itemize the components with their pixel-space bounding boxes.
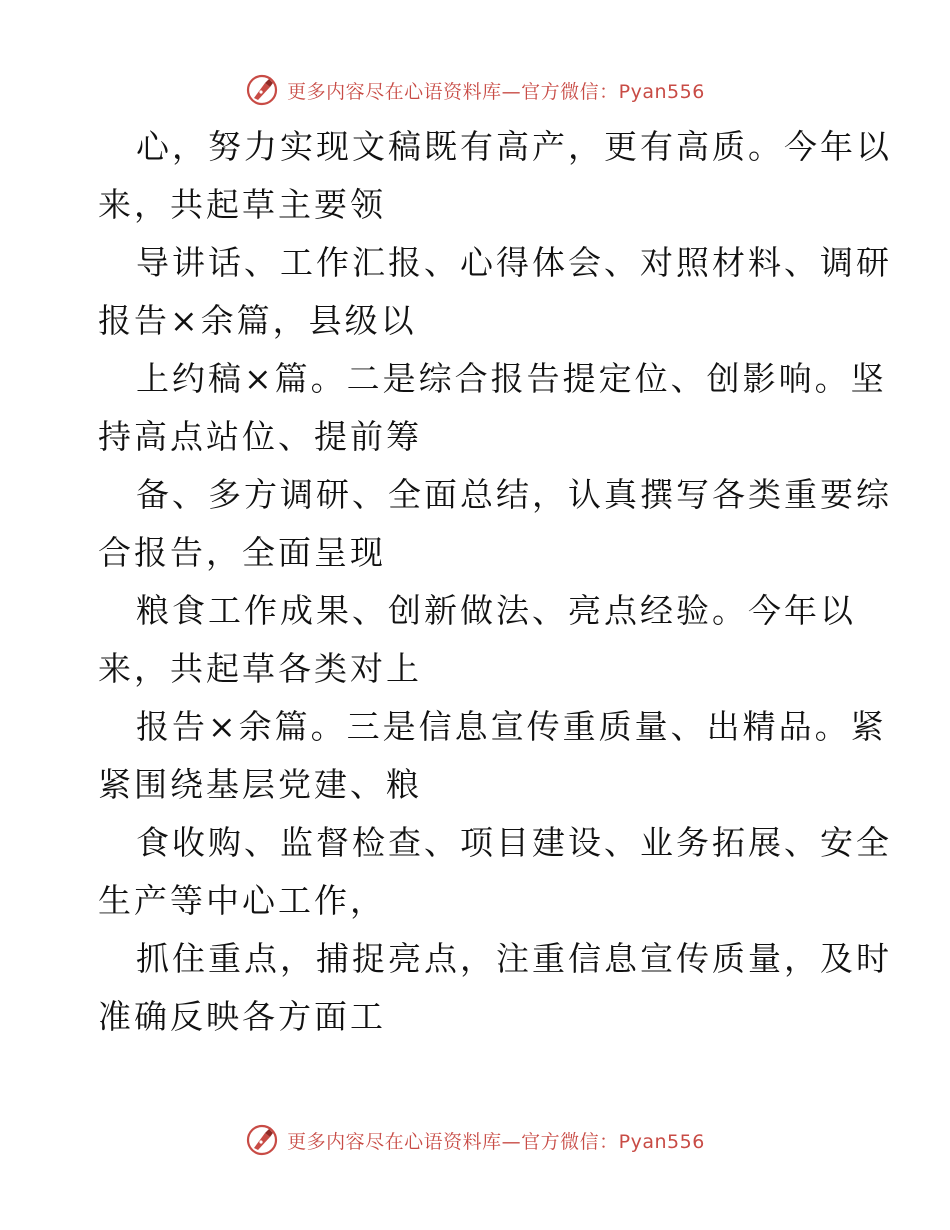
pen-nib-logo-icon	[245, 1123, 279, 1157]
text-line: 报告×余篇。三是信息宣传重质量、出精品。紧	[136, 707, 887, 746]
text-line: 报告×余篇，县级以	[98, 301, 417, 340]
header-watermark	[0, 70, 950, 110]
document-body	[98, 118, 892, 1046]
text-line: 持高点站位、提前筹	[98, 417, 422, 456]
text-line: 来，共起草主要领	[98, 185, 386, 224]
footer-watermark	[0, 1120, 950, 1160]
text-line: 生产等中心工作，	[98, 881, 386, 920]
watermark-text: 更多内容尽在心语资料库—官方微信：Pyan556	[287, 80, 705, 103]
text-line: 粮食工作成果、创新做法、亮点经验。今年以	[136, 591, 856, 630]
text-line: 紧围绕基层党建、粮	[98, 765, 422, 804]
text-line: 准确反映各方面工	[98, 997, 386, 1036]
text-line: 来，共起草各类对上	[98, 649, 422, 688]
text-line: 备、多方调研、全面总结，认真撰写各类重要综	[136, 475, 892, 514]
text-line: 心，努力实现文稿既有高产，更有高质。今年以	[136, 127, 892, 166]
text-line: 食收购、监督检查、项目建设、业务拓展、安全	[136, 823, 892, 862]
text-line: 导讲话、工作汇报、心得体会、对照材料、调研	[136, 243, 892, 282]
watermark-text: 更多内容尽在心语资料库—官方微信：Pyan556	[287, 1130, 705, 1153]
text-line: 抓住重点，捕捉亮点，注重信息宣传质量，及时	[136, 939, 892, 978]
text-line: 上约稿×篇。二是综合报告提定位、创影响。坚	[136, 359, 887, 398]
text-line: 合报告，全面呈现	[98, 533, 386, 572]
pen-nib-logo-icon	[245, 73, 279, 107]
